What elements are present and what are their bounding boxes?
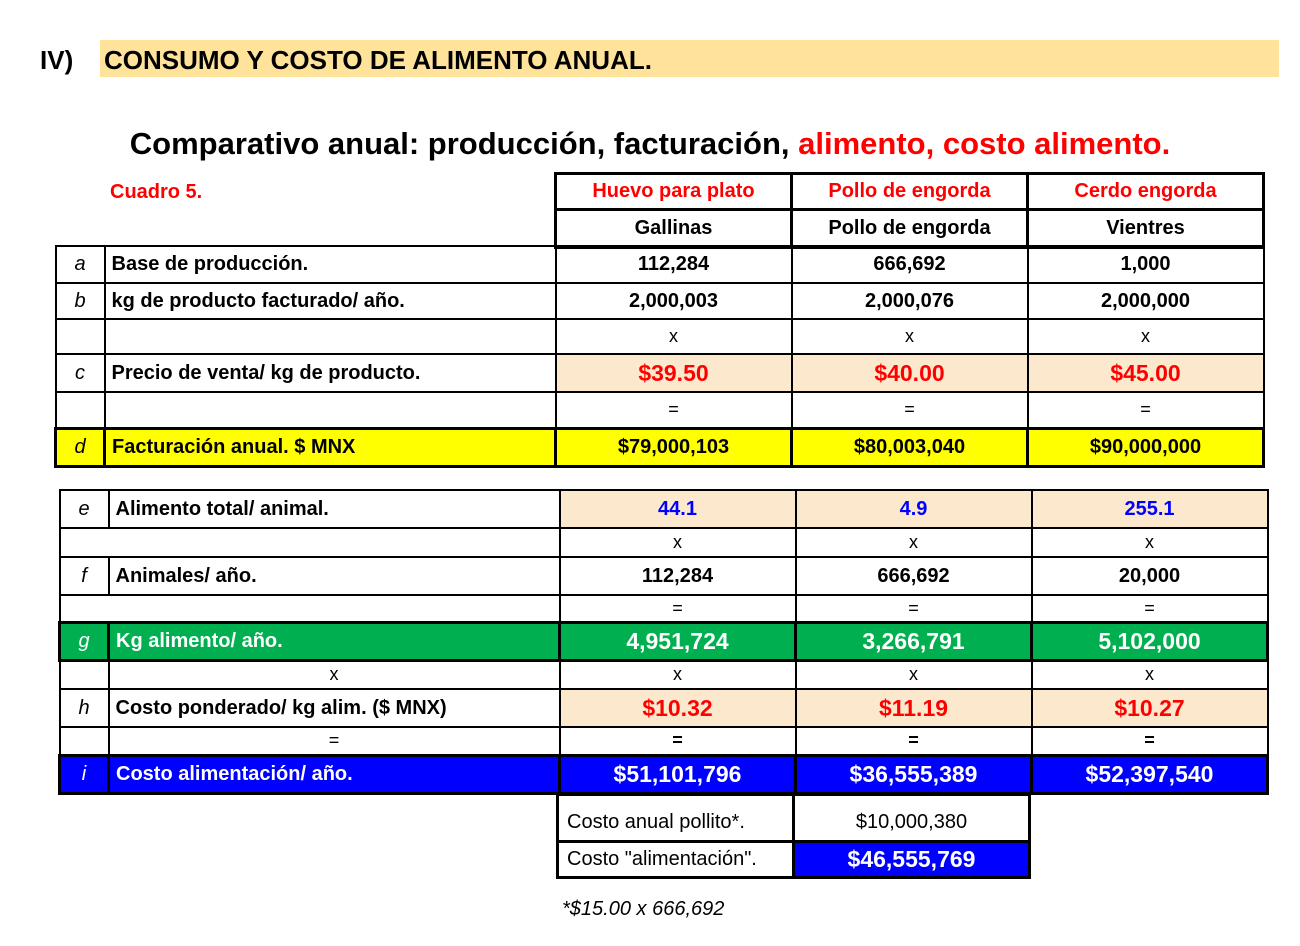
operator-cell: =	[1028, 392, 1264, 428]
row-letter: d	[56, 428, 105, 466]
row-letter	[56, 392, 105, 428]
table-row	[60, 727, 1268, 755]
col-header-animal: Vientres	[1028, 210, 1264, 248]
operator-cell: x	[109, 660, 560, 689]
col-header-product: Cerdo engorda	[1028, 174, 1264, 210]
table-label: Cuadro 5.	[110, 181, 203, 203]
cost-per-kg-cell: $11.19	[796, 689, 1032, 727]
cell-value: 1,000	[1028, 246, 1264, 283]
feed-per-animal-cell: 4.9	[796, 490, 1032, 528]
row-label: kg de producto facturado/ año.	[105, 283, 556, 319]
row-letter: c	[56, 354, 105, 392]
table-row	[56, 392, 1264, 428]
footnote: *$15.00 x 666,692	[562, 898, 725, 920]
chick-cost-table	[556, 793, 1031, 879]
row-label: Costo "alimentación".	[558, 842, 794, 878]
table-row	[60, 528, 1268, 557]
cell-value: 666,692	[796, 557, 1032, 595]
cell-value: 2,000,076	[792, 283, 1028, 319]
cell-value: 20,000	[1032, 557, 1268, 595]
operator-cell: =	[792, 392, 1028, 428]
cell-value: 2,000,003	[556, 283, 792, 319]
table-row	[56, 246, 1264, 283]
row-letter: f	[60, 557, 109, 595]
row-letter	[56, 319, 105, 354]
feed-cost-cell: $36,555,389	[796, 755, 1032, 793]
chick-cost-value: $10,000,380	[794, 795, 1030, 842]
operator-cell: x	[1028, 319, 1264, 354]
operator-cell: =	[560, 595, 796, 622]
table-row	[56, 283, 1264, 319]
feed-kg-cell: 4,951,724	[560, 622, 796, 660]
row-letter: e	[60, 490, 109, 528]
row-label: Costo anual pollito*.	[558, 795, 794, 842]
feed-kg-cell: 5,102,000	[1032, 622, 1268, 660]
feed-cost-cell: $51,101,796	[560, 755, 796, 793]
row-letter: h	[60, 689, 109, 727]
table-row-feed-cost	[60, 755, 1268, 793]
row-letter: b	[56, 283, 105, 319]
row-label: Kg alimento/ año.	[109, 622, 560, 660]
billing-cell: $90,000,000	[1028, 428, 1264, 466]
row-letter: g	[60, 622, 109, 660]
table-row	[56, 319, 1264, 354]
section-title: CONSUMO Y COSTO DE ALIMENTO ANUAL.	[104, 45, 652, 75]
col-header-product: Huevo para plato	[556, 174, 792, 210]
table-row	[558, 795, 1030, 842]
price-cell: $45.00	[1028, 354, 1264, 392]
row-label: Costo alimentación/ año.	[109, 755, 560, 793]
row-label	[105, 392, 556, 428]
table-row	[60, 490, 1268, 528]
row-label	[60, 595, 560, 622]
row-label	[60, 528, 560, 557]
operator-cell: =	[796, 595, 1032, 622]
cell-value: 112,284	[556, 246, 792, 283]
row-letter	[60, 727, 109, 755]
cell-value: 2,000,000	[1028, 283, 1264, 319]
price-cell: $40.00	[792, 354, 1028, 392]
cost-per-kg-cell: $10.32	[560, 689, 796, 727]
cell-value: 112,284	[560, 557, 796, 595]
table-row-feed-total	[60, 622, 1268, 660]
row-letter: i	[60, 755, 109, 793]
row-label	[105, 319, 556, 354]
table-row	[60, 689, 1268, 727]
operator-cell: =	[109, 727, 560, 755]
table-row	[558, 842, 1030, 878]
operator-cell: x	[560, 528, 796, 557]
table-row	[60, 660, 1268, 689]
row-letter: a	[56, 246, 105, 283]
operator-cell: x	[1032, 660, 1268, 689]
operator-cell: =	[796, 727, 1032, 755]
table-row-total	[56, 428, 1264, 466]
billing-cell: $79,000,103	[556, 428, 792, 466]
net-feed-cost-value: $46,555,769	[794, 842, 1030, 878]
header-row-product	[556, 174, 1264, 210]
subtitle-red: alimento, costo alimento.	[798, 126, 1171, 161]
price-cell: $39.50	[556, 354, 792, 392]
col-header-product: Pollo de engorda	[792, 174, 1028, 210]
production-table	[54, 245, 1265, 468]
header-row-animal	[556, 210, 1264, 248]
operator-cell: =	[1032, 595, 1268, 622]
feed-per-animal-cell: 44.1	[560, 490, 796, 528]
row-label: Precio de venta/ kg de producto.	[105, 354, 556, 392]
table-row	[60, 595, 1268, 622]
operator-cell: x	[792, 319, 1028, 354]
row-label: Base de producción.	[105, 246, 556, 283]
operator-cell: x	[560, 660, 796, 689]
page-subtitle	[0, 124, 1300, 164]
row-label: Alimento total/ animal.	[109, 490, 560, 528]
operator-cell: x	[1032, 528, 1268, 557]
operator-cell: x	[796, 528, 1032, 557]
operator-cell: x	[556, 319, 792, 354]
col-header-animal: Gallinas	[556, 210, 792, 248]
billing-cell: $80,003,040	[792, 428, 1028, 466]
column-header-table	[554, 172, 1265, 249]
operator-cell: =	[556, 392, 792, 428]
feed-cost-cell: $52,397,540	[1032, 755, 1268, 793]
table-row	[60, 557, 1268, 595]
row-label: Costo ponderado/ kg alim. ($ MNX)	[109, 689, 560, 727]
section-number: IV)	[40, 45, 74, 75]
feed-table	[58, 489, 1269, 795]
operator-cell: =	[560, 727, 796, 755]
row-label: Animales/ año.	[109, 557, 560, 595]
operator-cell: x	[796, 660, 1032, 689]
feed-kg-cell: 3,266,791	[796, 622, 1032, 660]
cost-per-kg-cell: $10.27	[1032, 689, 1268, 727]
table-row	[56, 354, 1264, 392]
row-label: Facturación anual. $ MNX	[105, 428, 556, 466]
row-letter	[60, 660, 109, 689]
feed-per-animal-cell: 255.1	[1032, 490, 1268, 528]
operator-cell: =	[1032, 727, 1268, 755]
subtitle-black: Comparativo anual: producción, facturación,	[129, 126, 790, 161]
col-header-animal: Pollo de engorda	[792, 210, 1028, 248]
cell-value: 666,692	[792, 246, 1028, 283]
